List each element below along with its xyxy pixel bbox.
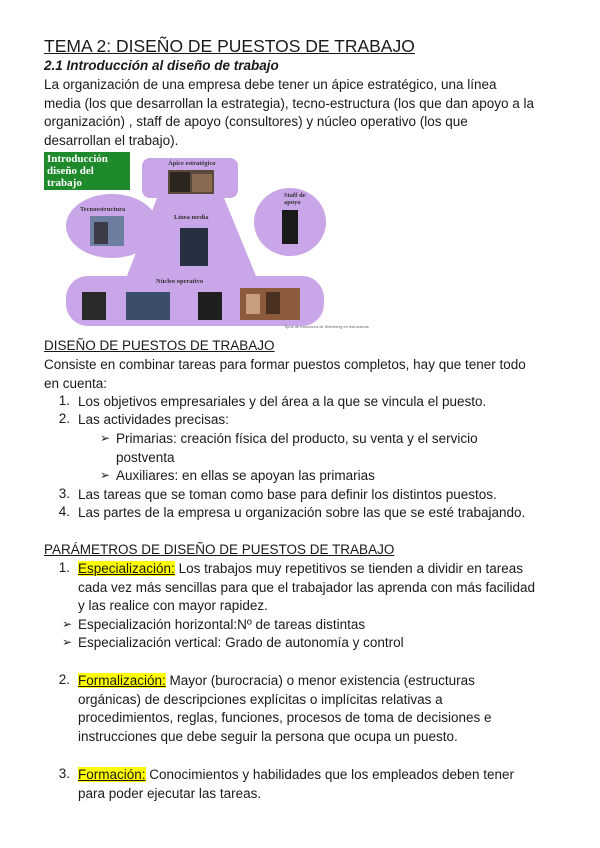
list-number: 3. — [58, 766, 70, 781]
sub-list-line: Primarias: creación física del producto, su venta y el servicio — [116, 431, 478, 446]
section1-intro-line: Consiste en combinar tareas para formar puestos completos, hay que tener todo — [44, 357, 526, 372]
tecno-label: Tecnoestructura — [80, 206, 126, 213]
param-line: orgánicas) de descripciones explícitas o implícitas relativas a — [78, 691, 443, 707]
staff-figure — [282, 210, 298, 244]
param-especializacion — [78, 560, 578, 616]
param-line: y las realice con mayor rapidez. — [78, 598, 268, 613]
list-item: Las actividades precisas: — [78, 412, 229, 427]
section1-intro-line: en cuenta: — [44, 375, 108, 391]
list-number: 1. — [58, 560, 70, 575]
param-line: procedimientos, reglas, funciones, procesos de toma de decisiones e — [78, 710, 492, 725]
param-text: Conocimientos y habilidades que los empleados deben tener — [145, 767, 515, 782]
list-item: Las partes de la empresa u organización sobre las que se esté trabajando. — [78, 505, 526, 520]
worker-figure-1 — [82, 292, 106, 320]
core-label: Núcleo operativo — [156, 278, 204, 285]
worker-figure-3 — [198, 292, 222, 320]
bullet-item: Especialización vertical: Grado de autonomía y control — [78, 635, 404, 650]
diagram-caption: Tipos de estructura de Mintzberg en estructuras — [284, 324, 369, 329]
param-first-line — [78, 560, 578, 579]
intro-line: organización) , staff de apoyo (consultores) y núcleo operativo (los que — [44, 114, 468, 129]
param-text: Mayor (burocracia) o menor existencia (estructuras — [165, 673, 475, 688]
section-subtitle: 2.1 Introducción al diseño de trabajo — [44, 58, 279, 73]
line-label: Línea media — [174, 214, 209, 221]
highlighted-term: Formalización: — [78, 673, 166, 688]
intro-paragraph — [44, 76, 564, 150]
arrow-bullet-icon: ➢ — [62, 635, 73, 649]
box-label-line: Introducción — [47, 153, 108, 165]
list-number: 3. — [58, 486, 70, 501]
page-title: TEMA 2: DISEÑO DE PUESTOS DE TRABAJO — [44, 36, 415, 56]
highlighted-term: Especialización: — [78, 561, 175, 576]
organization-diagram — [44, 152, 369, 330]
param-formacion — [78, 766, 578, 803]
intro-line: La organización de una empresa debe tener un ápice estratégico, una línea — [44, 77, 497, 92]
intro-line: media (los que desarrollan la estrategia), tecno-estructura (los que dan apoyo a la — [44, 95, 535, 111]
line-figure — [180, 228, 208, 266]
staff-label — [284, 192, 305, 206]
staff-label-line: Staff de — [284, 192, 306, 199]
staff-label-line: apoyo — [284, 199, 301, 206]
list-item: Los objetivos empresariales y del área a la que se vincula el puesto. — [78, 394, 487, 409]
highlighted-term: Formación: — [78, 767, 146, 782]
arrow-bullet-icon: ➢ — [62, 617, 73, 631]
sub-list-line: postventa — [116, 449, 175, 465]
param-line: para poder ejecutar las tareas. — [78, 785, 262, 801]
arrow-bullet-icon: ➢ — [100, 468, 111, 482]
list-number: 1. — [58, 393, 70, 408]
list-number: 2. — [58, 411, 70, 426]
param-line: cada vez más sencillas para que el trabajador las aprenda con más facilidad — [78, 579, 536, 595]
list-number: 4. — [58, 504, 70, 519]
param-first-line — [78, 766, 578, 785]
param-line: instrucciones que debe seguir la persona que ocupa un puesto. — [78, 728, 458, 744]
param-text: Los trabajos muy repetitivos se tienden a dividir en tareas — [174, 561, 523, 576]
apex-label: Ápice estratégico — [168, 160, 216, 167]
sub-list-item — [116, 430, 556, 467]
bullet-item: Especialización horizontal:Nº de tareas distintas — [78, 617, 366, 632]
param-formalizacion — [78, 672, 578, 746]
box-label-line: diseño del — [47, 165, 94, 177]
section1-heading: DISEÑO DE PUESTOS DE TRABAJO — [44, 338, 275, 353]
list-item: Las tareas que se toman como base para definir los distintos puestos. — [78, 487, 497, 502]
diagram-title-box — [44, 152, 130, 190]
list-number: 2. — [58, 672, 70, 687]
param-first-line — [78, 672, 578, 691]
intro-line: desarrollan el trabajo). — [44, 132, 179, 148]
section2-heading: PARÁMETROS DE DISEÑO DE PUESTOS DE TRABAJO — [44, 542, 395, 557]
arrow-bullet-icon: ➢ — [100, 431, 111, 445]
sub-list-item: Auxiliares: en ellas se apoyan las primarias — [116, 468, 375, 483]
section1-intro — [44, 356, 564, 393]
worker-photo-2 — [126, 292, 170, 320]
box-label-line: trabajo — [47, 177, 82, 189]
